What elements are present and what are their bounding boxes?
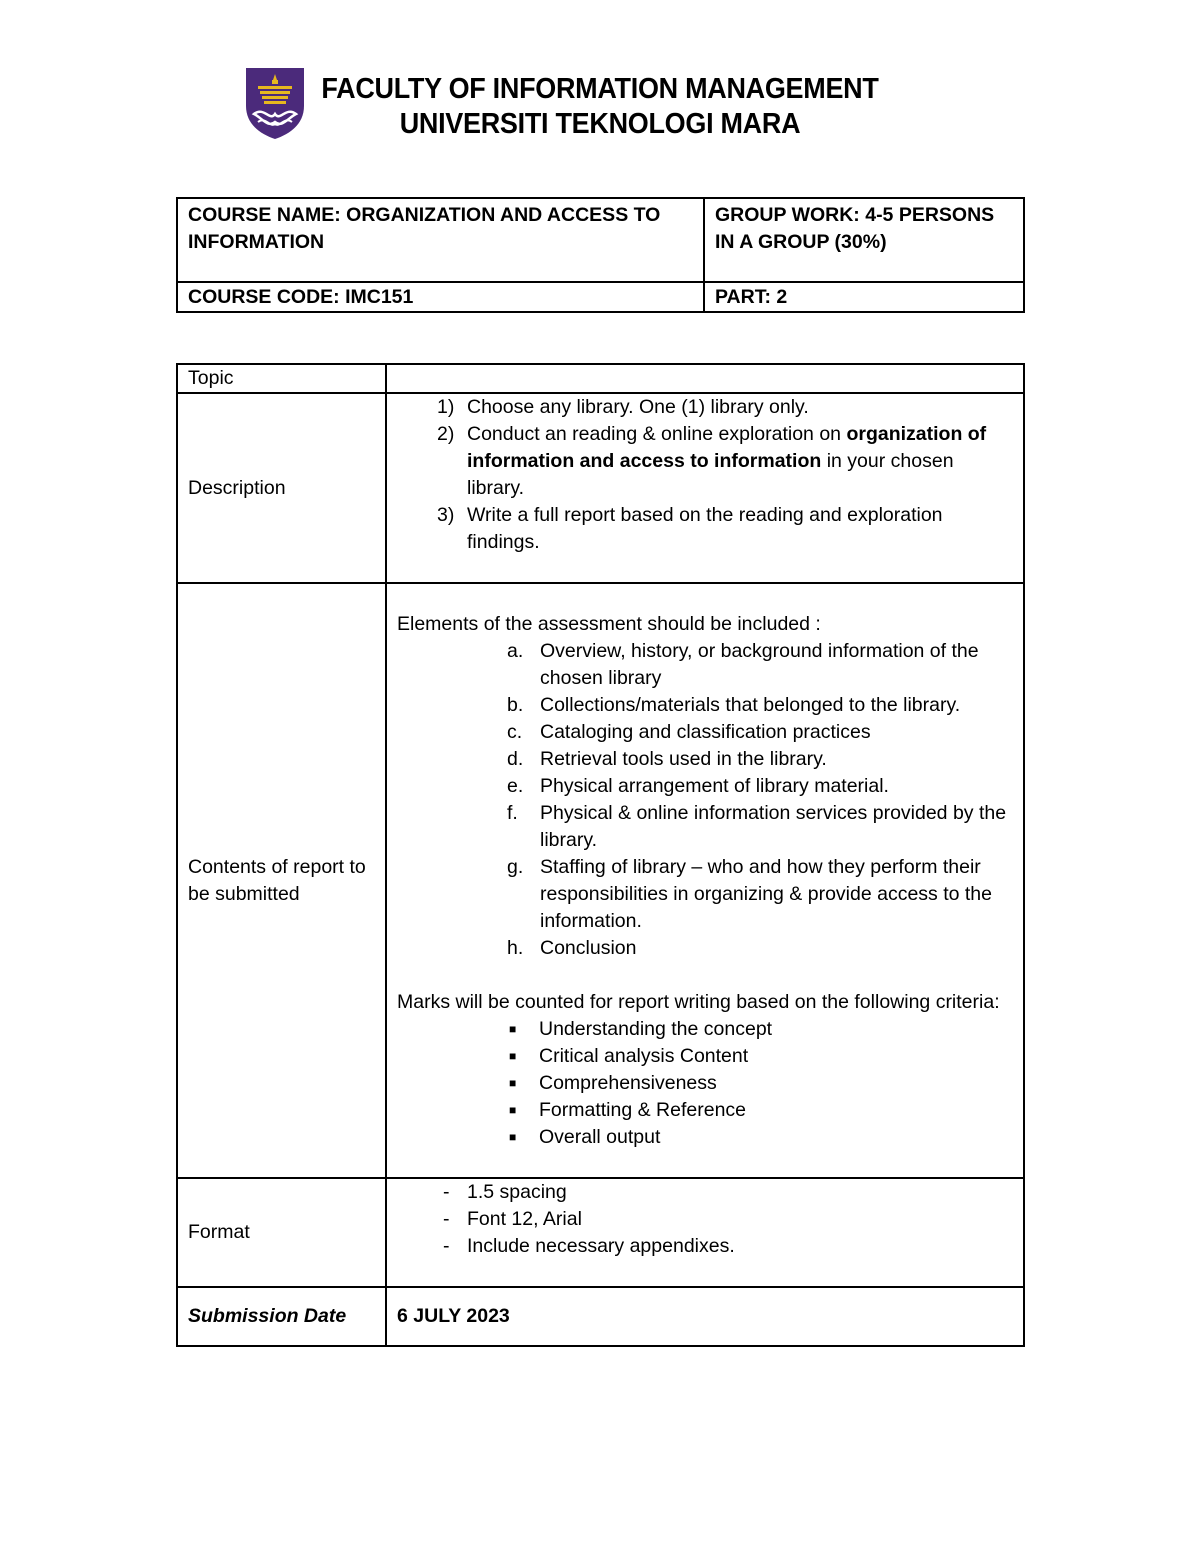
list-item: 3) Write a full report based on the reading and exploration findings. [437, 504, 943, 553]
list-item: e. Physical arrangement of library material. [507, 775, 889, 797]
list-item: g. Staffing of library – who and how they perform their responsibilities in organizing & provide access to the information. [507, 856, 992, 932]
bullet-square-icon: ■ [509, 1022, 517, 1036]
list-item: 1) Choose any library. One (1) library only. [437, 396, 809, 418]
list-item: f. Physical & online information services provided by the library. [507, 802, 1007, 851]
format-label: Format [177, 1178, 386, 1287]
list-item: d. Retrieval tools used in the library. [507, 748, 827, 770]
list-item: ■ Overall output [397, 1124, 1013, 1151]
criteria-list [397, 1016, 1013, 1151]
bullet-square-icon: ■ [509, 1076, 517, 1090]
list-item: ■ Understanding the concept [397, 1016, 1013, 1043]
elements-list [397, 638, 1013, 962]
document-header [0, 0, 1200, 160]
group-work-cell: GROUP WORK: 4-5 PERSONS IN A GROUP (30%) [704, 198, 1024, 282]
course-name-cell: COURSE NAME: ORGANIZATION AND ACCESS TO INFORMATION [177, 198, 704, 282]
list-item: ■ Formatting & Reference [397, 1097, 1013, 1124]
list-item: h. Conclusion [507, 937, 637, 959]
bullet-square-icon: ■ [509, 1049, 517, 1063]
faculty-name: FACULTY OF INFORMATION MANAGEMENT [321, 73, 879, 105]
format-list [397, 1179, 1013, 1279]
description-value [386, 393, 1024, 583]
course-code-cell: COURSE CODE: IMC151 [177, 282, 704, 312]
topic-label: Topic [177, 364, 386, 393]
part-cell: PART: 2 [704, 282, 1024, 312]
list-item: b. Collections/materials that belonged to the library. [507, 694, 961, 716]
list-item: ■ Comprehensiveness [397, 1070, 1013, 1097]
faculty-title [228, 72, 972, 142]
list-item: - Include necessary appendixes. [443, 1235, 735, 1257]
elements-intro: Elements of the assessment should be included : [397, 613, 821, 635]
list-item: c. Cataloging and classification practices [507, 721, 871, 743]
list-item: ■ Critical analysis Content [397, 1043, 1013, 1070]
submission-date-label: Submission Date [177, 1287, 386, 1346]
submission-date-value: 6 JULY 2023 [386, 1287, 1024, 1346]
format-value [386, 1178, 1024, 1287]
bullet-square-icon: ■ [509, 1130, 517, 1144]
university-name: UNIVERSITI TEKNOLOGI MARA [399, 108, 801, 140]
contents-label: Contents of report to be submitted [177, 583, 386, 1178]
list-item: a. Overview, history, or background information of the chosen library [507, 640, 979, 689]
topic-value [386, 364, 1024, 393]
marks-intro: Marks will be counted for report writing based on the following criteria: [397, 991, 1000, 1013]
list-item: - Font 12, Arial [443, 1208, 582, 1230]
course-info-table [176, 197, 1025, 313]
list-item: - 1.5 spacing [443, 1181, 567, 1203]
list-item: 2) Conduct an reading & online exploration on organization of information and access to information in your chosen library. [437, 423, 987, 499]
contents-value [386, 583, 1024, 1178]
description-label: Description [177, 393, 386, 583]
assignment-table [176, 363, 1025, 1347]
bullet-square-icon: ■ [509, 1103, 517, 1117]
